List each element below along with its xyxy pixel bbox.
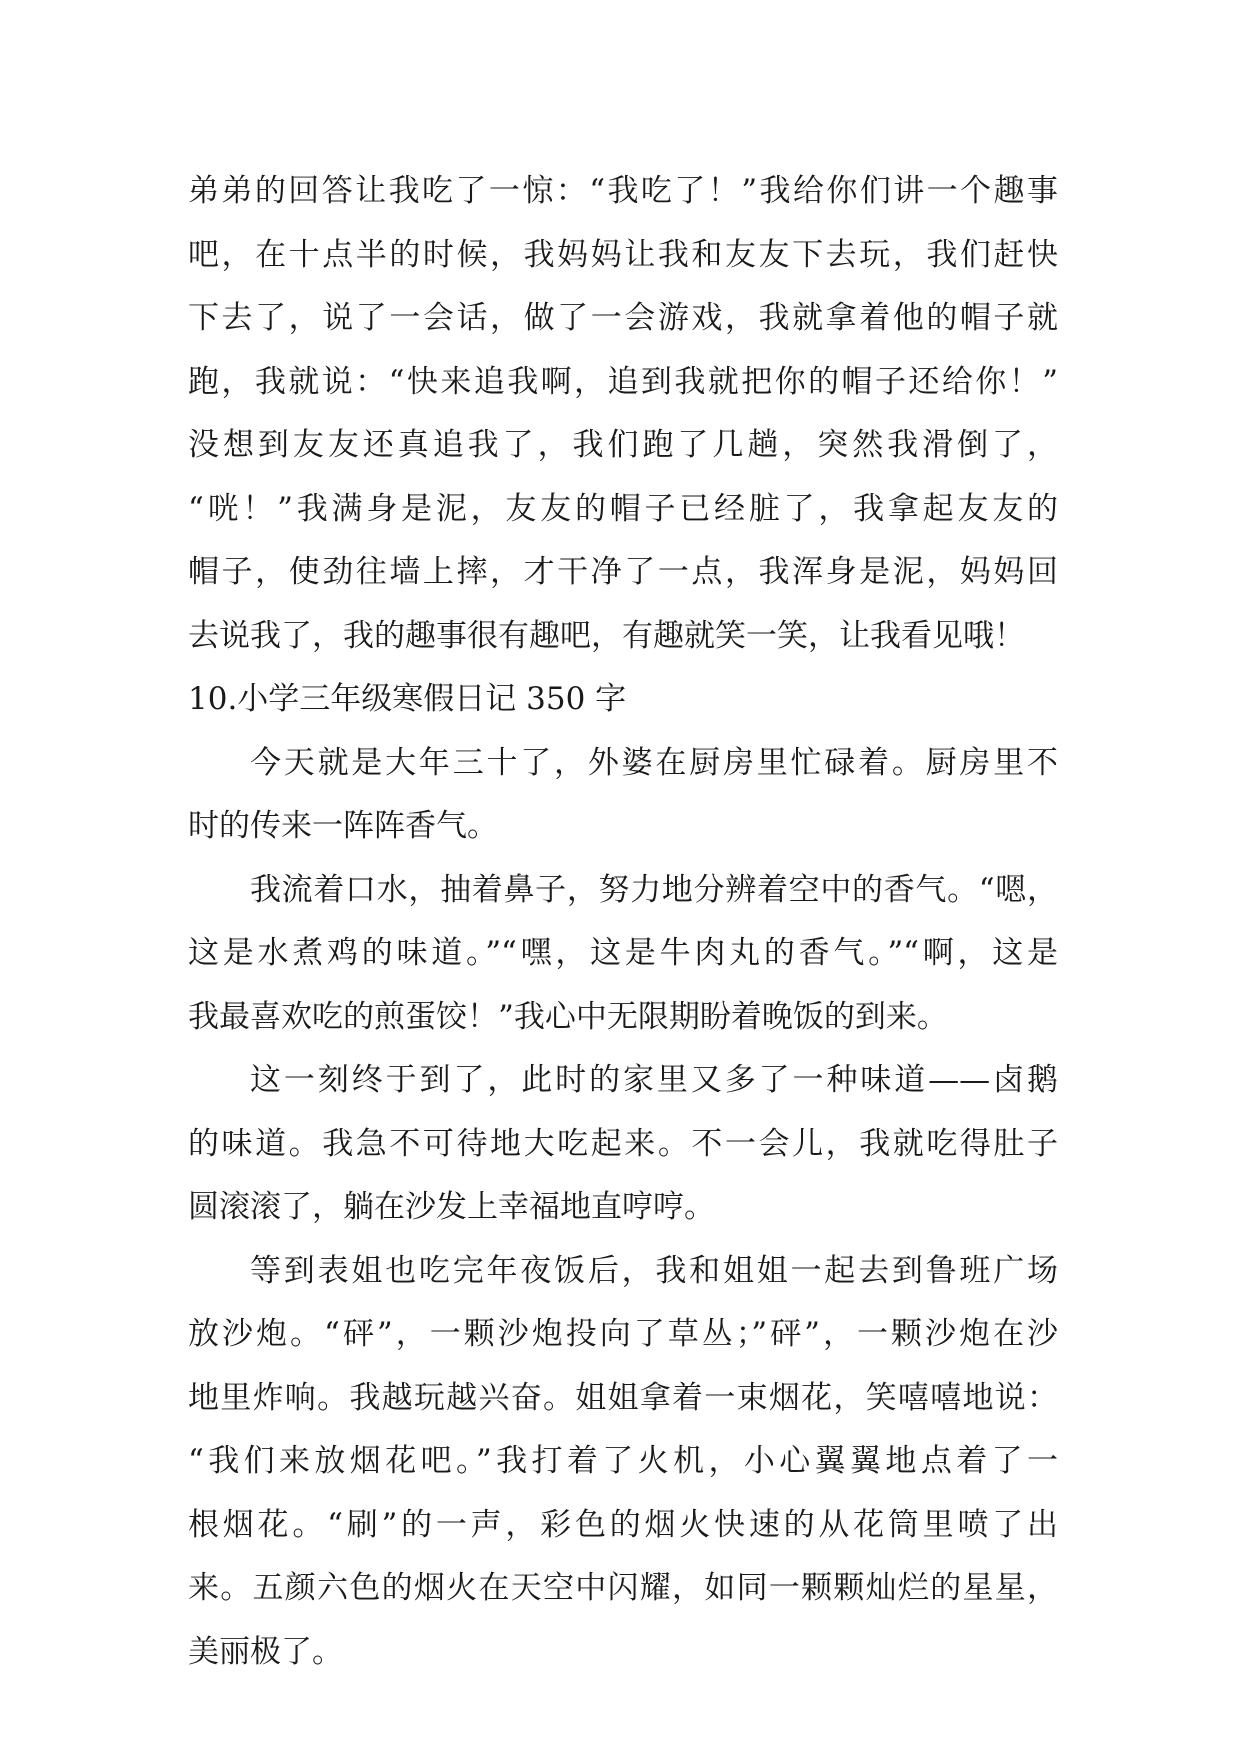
text-line: 美丽极了。	[188, 1633, 343, 1670]
text-line: “我们来放烟花吧。”我打着了火机，小心翼翼地点着了一	[188, 1443, 1058, 1479]
paragraph-4	[188, 1240, 1058, 1685]
text-line: 地里炸响。我越玩越兴奋。姐姐拿着一束烟花，笑嘻嘻地说：	[188, 1379, 1058, 1416]
text-line: 下去了，说了一会话，做了一会游戏，我就拿着他的帽子就	[188, 300, 1058, 336]
text-line: 我流着口水，抽着鼻子，努力地分辨着空中的香气。“嗯，	[250, 871, 1058, 908]
section-heading: 10.小学三年级寒假日记 350 字	[188, 681, 627, 717]
text-line: 没想到友友还真追我了，我们跑了几趟，突然我滑倒了，	[188, 427, 1058, 463]
text-line: 弟弟的回答让我吃了一惊：“我吃了！”我给你们讲一个趣事	[188, 173, 1058, 209]
text-line: 这一刻终于到了，此时的家里又多了一种味道——卤鹅	[250, 1062, 1058, 1098]
text-line: 吧，在十点半的时候，我妈妈让我和友友下去玩，我们赶快	[188, 236, 1058, 273]
text-line: 来。五颜六色的烟火在天空中闪耀，如同一颗颗灿烂的星星，	[188, 1570, 1058, 1606]
text-line: 等到表姐也吃完年夜饭后，我和姐姐一起去到鲁班广场	[250, 1252, 1058, 1289]
text-line: 跑，我就说：“快来追我啊，追到我就把你的帽子还给你！”	[188, 363, 1058, 400]
text-line: 放沙炮。“砰”，一颗沙炮投向了草丛；”砰”，一颗沙炮在沙	[188, 1316, 1058, 1352]
text-line: 帽子，使劲往墙上摔，才干净了一点，我浑身是泥，妈妈回	[188, 554, 1058, 590]
text-line: “咣！”我满身是泥，友友的帽子已经脏了，我拿起友友的	[188, 490, 1058, 527]
text-line: 时的传来一阵阵香气。	[188, 808, 498, 844]
text-line: 去说我了，我的趣事很有趣吧，有趣就笑一笑，让我看见哦！	[188, 617, 1025, 654]
intro-paragraph	[188, 160, 1058, 668]
text-line: 的味道。我急不可待地大吃起来。不一会儿，我就吃得肚子	[188, 1125, 1058, 1162]
paragraph-2	[188, 859, 1058, 1050]
text-line: 根烟花。“刷”的一声，彩色的烟火快速的从花筒里喷了出	[188, 1506, 1058, 1543]
text-line: 今天就是大年三十了，外婆在厨房里忙碌着。厨房里不	[250, 744, 1058, 781]
text-line: 这是水煮鸡的味道。”“嘿，这是牛肉丸的香气。”“啊，这是	[188, 935, 1058, 971]
paragraph-3	[188, 1049, 1058, 1240]
text-line: 我最喜欢吃的煎蛋饺！”我心中无限期盼着晚饭的到来。	[188, 998, 948, 1035]
text-line: 圆滚滚了，躺在沙发上幸福地直哼哼。	[188, 1189, 715, 1225]
paragraph-1	[188, 732, 1058, 859]
document-body	[188, 160, 1058, 1684]
